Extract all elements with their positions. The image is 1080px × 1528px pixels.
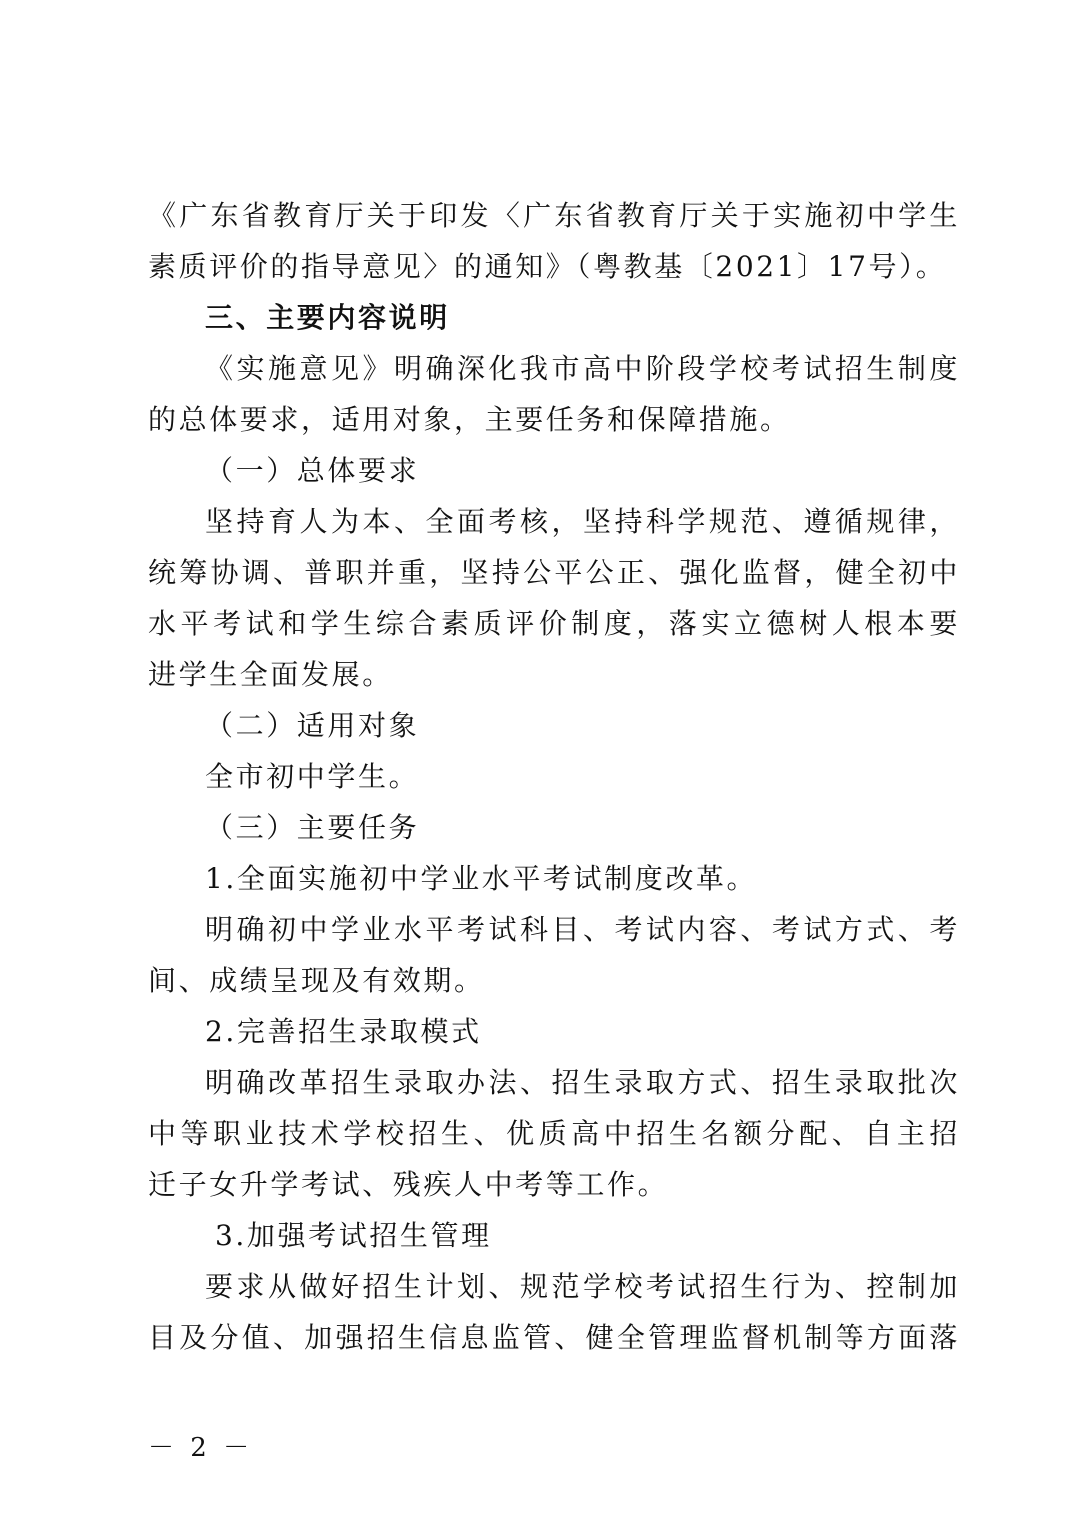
section-heading: 三、主要内容说明 <box>205 301 450 334</box>
paragraph-line: 明确改革招生录取办法、招生录取方式、招生录取批次 <box>205 1066 960 1099</box>
paragraph-line: 《广东省教育厅关于印发〈广东省教育厅关于实施初中学生 <box>148 199 960 232</box>
list-item-heading: 2.完善招生录取模式 <box>205 1015 482 1048</box>
list-item-heading: 3.加强考试招生管理 <box>215 1219 492 1252</box>
paragraph-line: 间、成绩呈现及有效期。 <box>148 964 485 997</box>
list-item-heading: 1.全面实施初中学业水平考试制度改革。 <box>205 862 758 895</box>
paragraph-line: 要求从做好招生计划、规范学校考试招生行为、控制加 <box>205 1270 960 1303</box>
paragraph-line: 中等职业技术学校招生、优质高中招生名额分配、自主招 <box>148 1117 960 1150</box>
paragraph-line: 全市初中学生。 <box>205 760 420 793</box>
paragraph-line: 进学生全面发展。 <box>148 658 393 691</box>
paragraph-line: 迁子女升学考试、残疾人中考等工作。 <box>148 1168 669 1201</box>
page-number: － 2 － <box>148 1433 254 1463</box>
paragraph-line: 统筹协调、普职并重，坚持公平公正、强化监督，健全初中 <box>148 556 960 589</box>
paragraph-line: 明确初中学业水平考试科目、考试内容、考试方式、考 <box>205 913 960 946</box>
paragraph-line: 目及分值、加强招生信息监管、健全管理监督机制等方面落 <box>148 1321 960 1354</box>
paragraph-line: 水平考试和学生综合素质评价制度，落实立德树人根本要 <box>148 607 960 640</box>
paragraph-line: 的总体要求，适用对象，主要任务和保障措施。 <box>148 403 791 436</box>
paragraph-line: 坚持育人为本、全面考核，坚持科学规范、遵循规律， <box>205 505 960 538</box>
subsection-heading: （一）总体要求 <box>205 454 420 487</box>
subsection-heading: （二）适用对象 <box>205 709 420 742</box>
paragraph-line: 素质评价的指导意见〉的通知》（粤教基〔2021〕17号）。 <box>148 250 947 283</box>
subsection-heading: （三）主要任务 <box>205 811 420 844</box>
paragraph-line: 《实施意见》明确深化我市高中阶段学校考试招生制度 <box>205 352 960 385</box>
